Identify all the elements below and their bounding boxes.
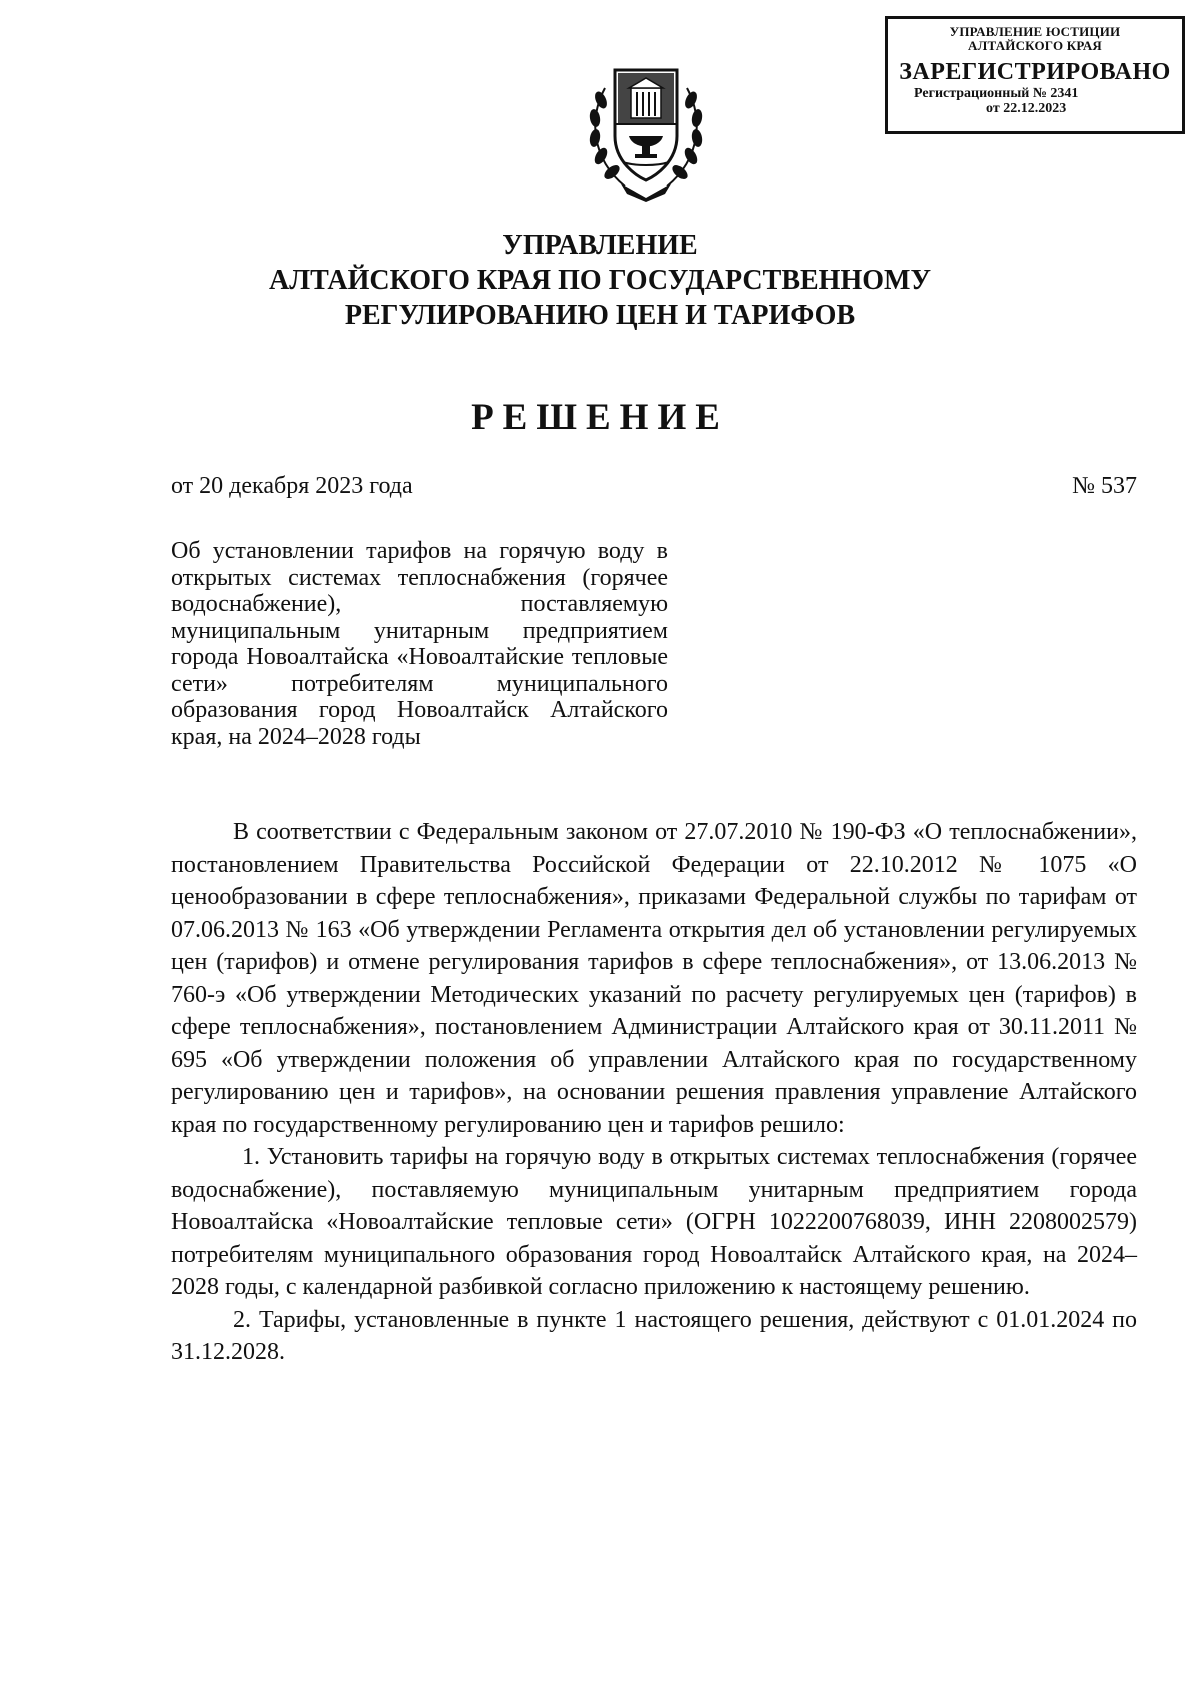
stamp-reg-date: от 22.12.2023	[986, 101, 1067, 116]
body-preamble: В соответствии с Федеральным законом от 27.07.2010 № 190-ФЗ «О теплоснабжении», постановлением Правительства Российской Федерации от 22.10.2012 № 1075 «О ценообразовании в сфере теплоснабжения», приказами Федеральной службы по тарифам от 07.06.2013 № 163 «Об утверждении Регламента открытия дел об установлении регулируемых цен (тарифов) и отмене регулирования тарифов в сфере теплоснабжения», от 13.06.2013 № 760-э «Об утверждении Методических указаний по расчету регулируемых цен (тарифов) в сфере теплоснабжения», постановлением Администрации Алтайского края от 30.11.2011 № 695 «Об утверждении положения об управлении Алтайского края по государственному регулированию цен и тарифов», на основании решения правления управление Алтайского края по государственному регулированию цен и тарифов решило:	[171, 819, 1137, 1138]
document-body	[171, 816, 1137, 1369]
stamp-org-line1: УПРАВЛЕНИЕ ЮСТИЦИИ	[949, 24, 1121, 39]
body-item-2: 2. Тарифы, установленные в пункте 1 настоящего решения, действуют с 01.01.2024 по 31.12.2028.	[171, 1306, 1137, 1365]
document-subject: Об установлении тарифов на горячую воду в открытых системах теплоснабжения (горячее водоснабжение), поставляемую муниципальным унитарным предприятием города Новоалтайска «Новоалтайские тепловые сети» потребителям муниципального образования город Новоалтайск Алтайского края, на 2024–2028 годы	[171, 538, 668, 750]
agency-name-line2: АЛТАЙСКОГО КРАЯ ПО ГОСУДАРСТВЕННОМУ	[269, 265, 931, 296]
document-type: РЕШЕНИЕ	[471, 397, 729, 438]
stamp-status: ЗАРЕГИСТРИРОВАНО	[899, 59, 1171, 85]
stamp-reg-number: Регистрационный № 2341	[914, 86, 1079, 101]
document-date: от 20 декабря 2023 года	[171, 473, 413, 499]
date-number-line	[171, 473, 1137, 500]
registration-stamp	[885, 16, 1185, 134]
agency-name	[200, 228, 1000, 333]
agency-name-line1: УПРАВЛЕНИЕ	[502, 230, 698, 261]
coat-of-arms-icon	[585, 58, 707, 204]
document-number: № 537	[1072, 473, 1137, 499]
body-item-1: 1. Установить тарифы на горячую воду в открытых системах теплоснабжения (горячее водоснабжение), поставляемую муниципальным унитарным предприятием города Новоалтайска «Новоалтайские тепловые сети» (ОГРН 1022200768039, ИНН 2208002579) потребителям муниципального образования город Новоалтайск Алтайского края, на 2024–2028 годы, с календарной разбивкой согласно приложению к настоящему решению.	[171, 1144, 1137, 1300]
agency-name-line3: РЕГУЛИРОВАНИЮ ЦЕН И ТАРИФОВ	[344, 300, 856, 331]
stamp-org-line2: АЛТАЙСКОГО КРАЯ	[968, 38, 1102, 53]
